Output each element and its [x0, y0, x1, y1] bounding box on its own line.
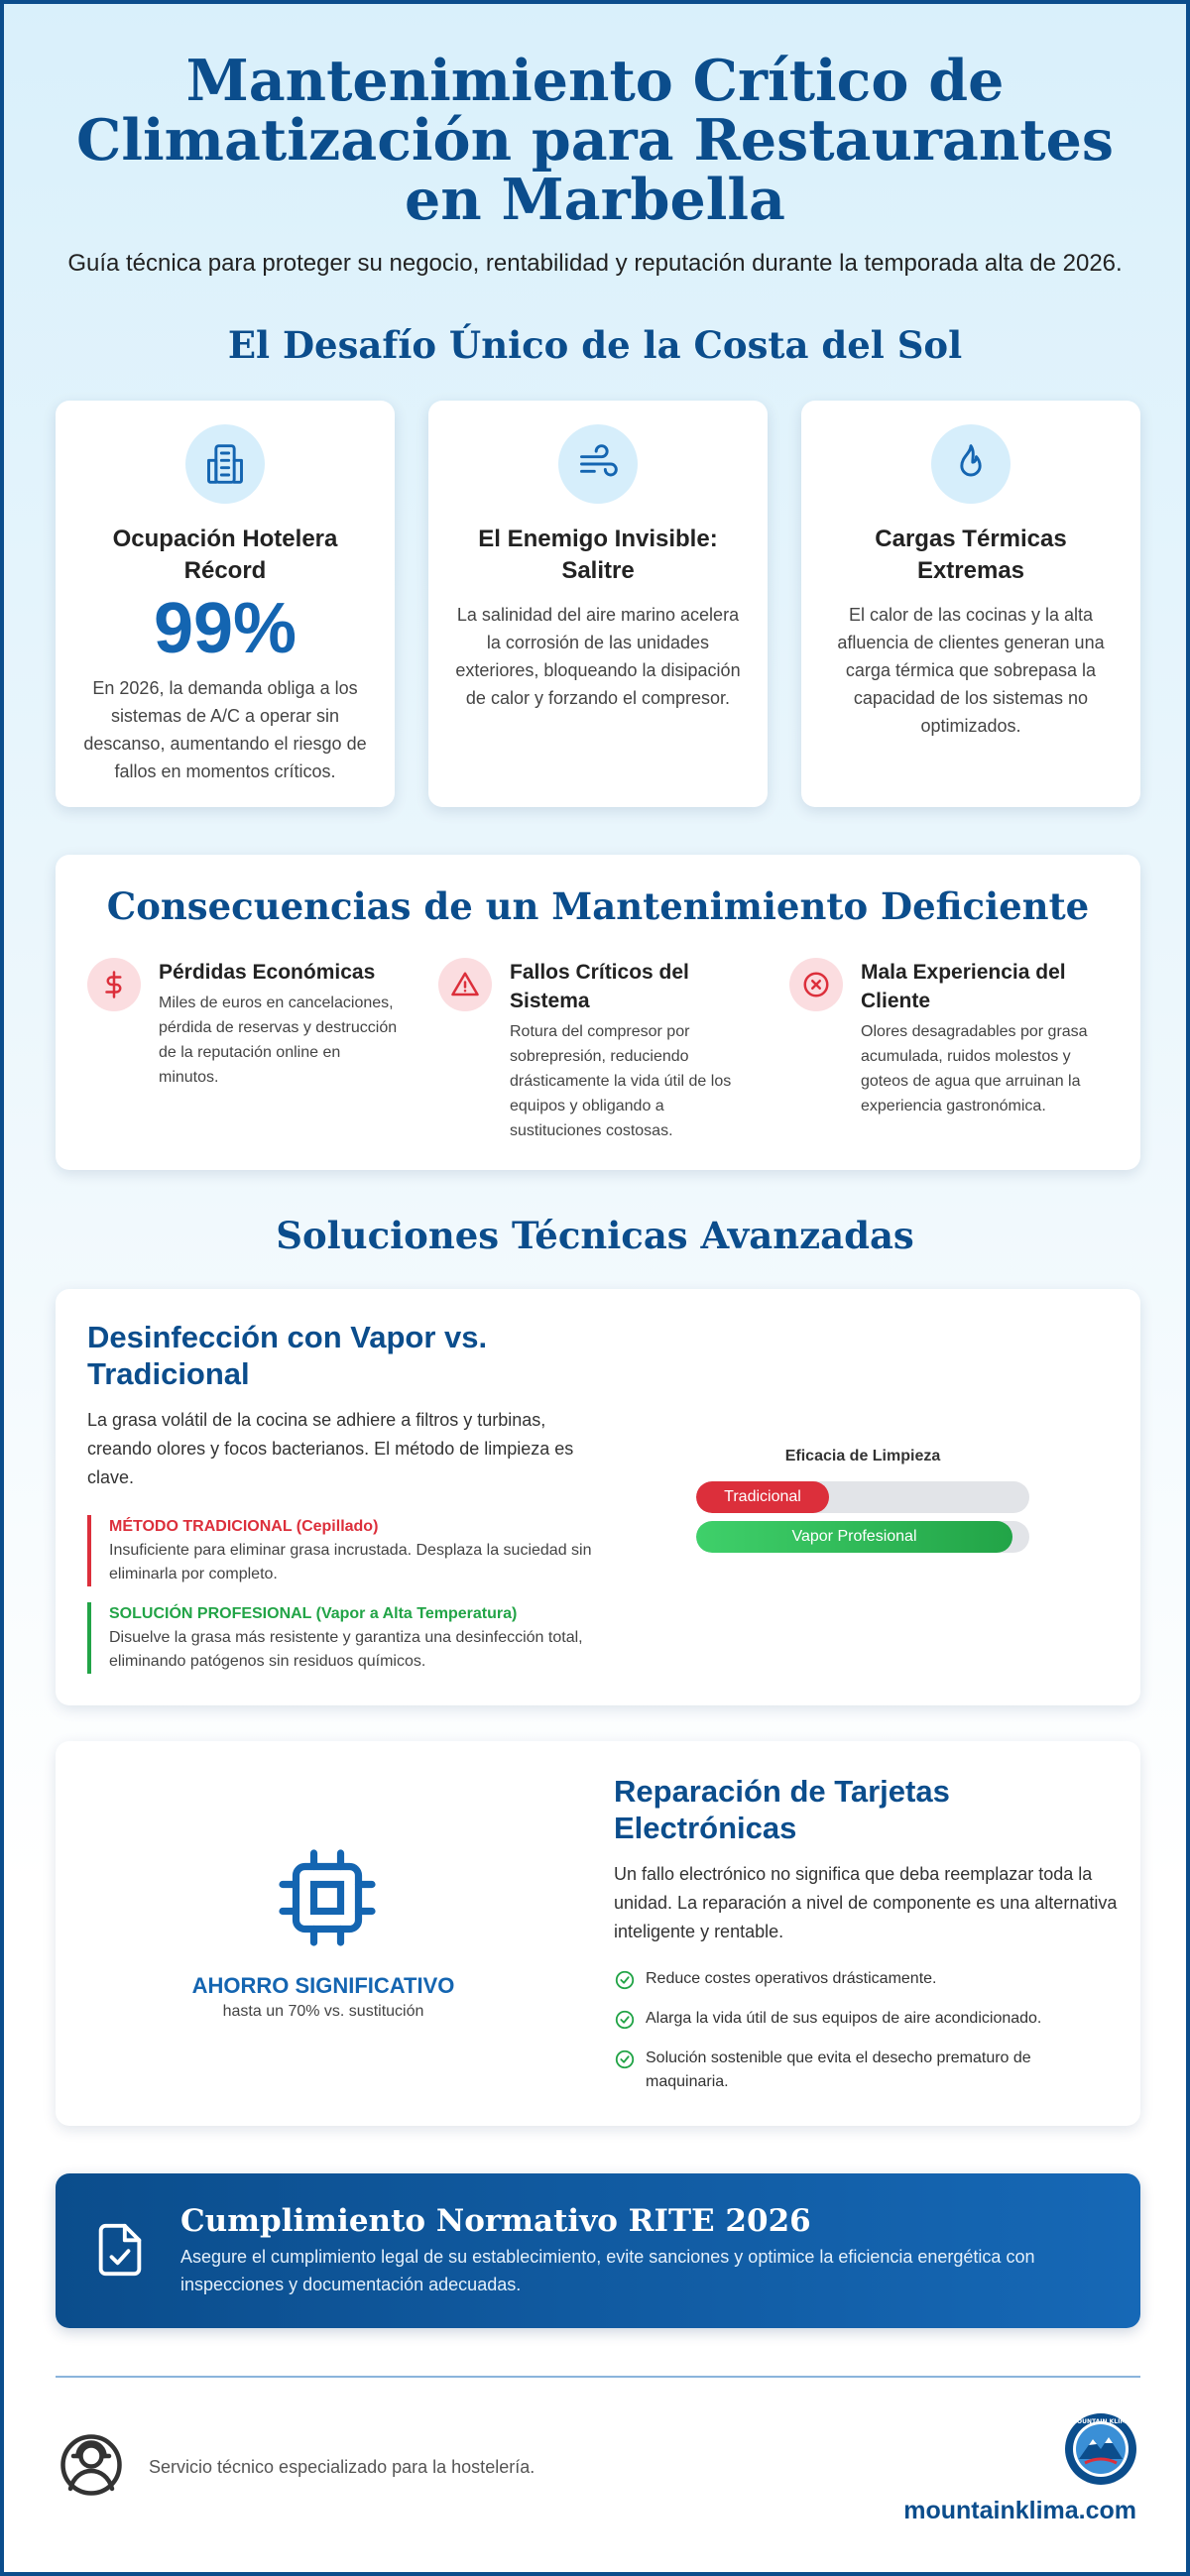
svg-text:MOUNTAIN KLIMA: MOUNTAIN KLIMA	[1071, 2418, 1130, 2425]
bar-track	[696, 1521, 1029, 1553]
challenge-title: Cargas Térmicas Extremas	[875, 526, 1067, 584]
repair-card	[56, 1741, 1140, 2126]
challenge-text: La salinidad del aire marino acelera la corrosión de las unidades exteriores, bloqueando la disipación de calor y forzando el compresor.	[455, 605, 741, 708]
consequence-item-losses	[87, 958, 405, 1090]
method-traditional	[87, 1515, 603, 1586]
bar-steam: Vapor Profesional	[696, 1521, 1012, 1553]
challenge-card-thermal	[801, 401, 1140, 807]
challenge-text: En 2026, la demanda obliga a los sistemas de A/C a operar sin descanso, aumentando el riesgo de fallos en momentos críticos.	[83, 678, 367, 781]
warning-icon	[438, 958, 492, 1011]
check-circle-icon	[614, 2049, 636, 2070]
saving-title: AHORRO SIGNIFICATIVO	[191, 1973, 455, 1998]
rite-banner	[56, 2173, 1140, 2328]
wind-icon	[558, 424, 638, 504]
consequence-item-failures	[438, 958, 756, 1143]
challenge-heading: El Desafío Único de la Costa del Sol	[227, 323, 963, 367]
solutions-heading: Soluciones Técnicas Avanzadas	[276, 1214, 914, 1257]
dollar-icon	[87, 958, 141, 1011]
challenge-card-salt	[428, 401, 768, 807]
steam-title: Desinfección con Vapor vs. Tradicional	[87, 1320, 488, 1391]
page-subtitle: Guía técnica para proteger su negocio, rentabilidad y reputación durante la temporada alta de 2026.	[67, 250, 1123, 277]
consequence-item-experience	[789, 958, 1107, 1118]
chip-icon	[274, 1844, 381, 1956]
saving-subtitle: hasta un 70% vs. sustitución	[222, 2003, 424, 2020]
bar-track	[696, 1481, 1029, 1513]
rite-title: Cumplimiento Normativo RITE 2026	[180, 2203, 811, 2239]
benefit-item	[614, 1967, 1110, 1991]
consequence-text: Rotura del compresor por sobrepresión, reduciendo drásticamente la vida útil de los equipos y obligando a sustituciones costosas.	[510, 1023, 732, 1139]
benefit-text: Alarga la vida útil de sus equipos de aire acondicionado.	[646, 2010, 1042, 2027]
method-traditional-title: MÉTODO TRADICIONAL (Cepillado)	[109, 1518, 379, 1535]
consequence-text: Olores desagradables por grasa acumulada, ruidos molestos y goteos de agua que arruinan la experiencia gastronómica.	[861, 1023, 1088, 1114]
footer-text: Servicio técnico especializado para la hostelería.	[149, 2457, 536, 2477]
repair-title: Reparación de Tarjetas Electrónicas	[614, 1774, 950, 1845]
bar-traditional: Tradicional	[696, 1481, 829, 1513]
consequence-title: Fallos Críticos del Sistema	[510, 961, 689, 1012]
challenge-text: El calor de las cocinas y la alta afluencia de clientes generan una carga térmica que sobrepasa la capacidad de los sistemas no optimizados.	[837, 605, 1105, 736]
consequence-title: Pérdidas Económicas	[159, 961, 376, 984]
consequences-heading: Consecuencias de un Mantenimiento Deficiente	[106, 884, 1090, 928]
rite-text: Asegure el cumplimiento legal de su establecimiento, evite sanciones y optimice la eficiencia energética con inspecciones y documentación adecuadas.	[180, 2247, 1035, 2294]
method-traditional-text: Insuficiente para eliminar grasa incrustada. Desplaza la suciedad sin eliminarla por completo.	[109, 1542, 592, 1582]
steam-intro: La grasa volátil de la cocina se adhiere a filtros y turbinas, creando olores y focos bacterianos. El método de limpieza es clave.	[87, 1410, 574, 1487]
footer-divider	[56, 2376, 1140, 2378]
challenge-title: Ocupación Hotelera Récord	[112, 526, 338, 584]
benefit-item	[614, 2007, 1110, 2031]
check-circle-icon	[614, 1969, 636, 1991]
consequences-card	[56, 855, 1140, 1170]
challenge-card-occupancy	[56, 401, 395, 807]
document-check-icon	[91, 2221, 149, 2283]
flame-icon	[931, 424, 1011, 504]
benefit-item	[614, 2047, 1110, 2094]
challenge-title: El Enemigo Invisible: Salitre	[478, 526, 718, 584]
method-professional-text: Disuelve la grasa más resistente y garantiza una desinfección total, eliminando patógenos sin residuos químicos.	[109, 1629, 583, 1670]
consequence-title: Mala Experiencia del Cliente	[861, 961, 1066, 1012]
page-title: Mantenimiento Crítico de Climatización para Restaurantes en Marbella	[76, 48, 1114, 233]
repair-intro: Un fallo electrónico no significa que deba reemplazar toda la unidad. La reparación a nivel de componente es una alternativa inteligente y rentable.	[614, 1864, 1118, 1941]
occupancy-stat: 99%	[153, 589, 298, 668]
website-link[interactable]: mountainklima.com	[903, 2497, 1136, 2524]
steam-card	[56, 1289, 1140, 1705]
method-professional-title: SOLUCIÓN PROFESIONAL (Vapor a Alta Temperatura)	[109, 1605, 518, 1622]
x-circle-icon	[789, 958, 843, 1011]
mountain-klima-logo	[1063, 2411, 1138, 2487]
building-icon	[185, 424, 265, 504]
check-circle-icon	[614, 2009, 636, 2031]
benefit-text: Reduce costes operativos drásticamente.	[646, 1970, 937, 1987]
chart-title: Eficacia de Limpieza	[784, 1448, 941, 1464]
benefit-text: Solución sostenible que evita el desecho prematuro de maquinaria.	[646, 2049, 1031, 2090]
method-professional	[87, 1602, 603, 1674]
consequence-text: Miles de euros en cancelaciones, pérdida de reservas y destrucción de la reputación online en minutos.	[159, 995, 398, 1086]
technician-icon	[56, 2429, 127, 2506]
